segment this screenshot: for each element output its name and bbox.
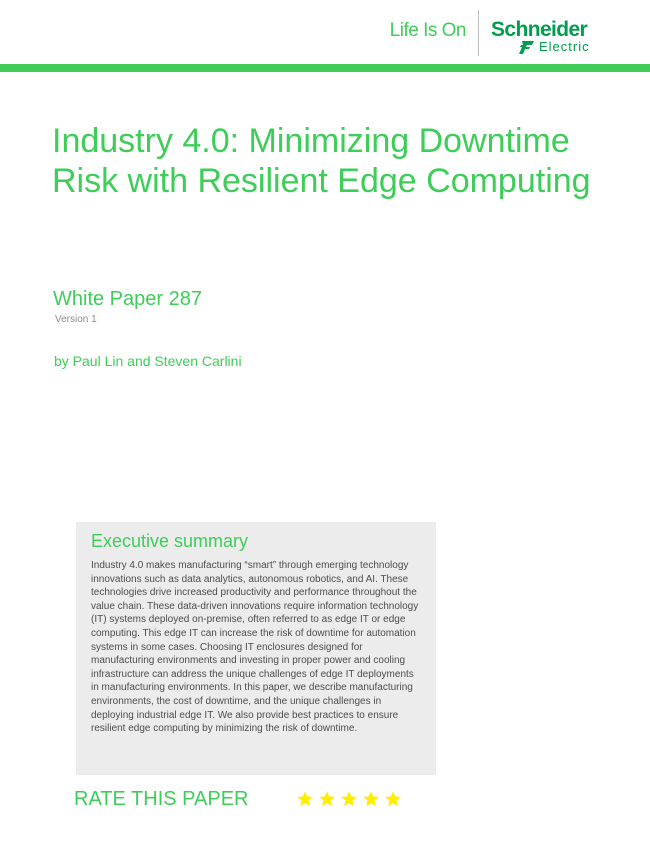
logo-brand-sub: Electric [539, 39, 590, 54]
executive-summary-heading: Executive summary [91, 531, 249, 551]
star-icon[interactable] [318, 790, 336, 808]
version-label: Version 1 [55, 314, 97, 325]
schneider-logo-mark-icon [519, 40, 536, 55]
white-paper-number: White Paper 287 [53, 288, 202, 310]
rate-this-paper-link[interactable] [74, 786, 404, 814]
rate-this-paper-label[interactable]: RATE THIS PAPER [74, 788, 249, 810]
star-icon[interactable] [340, 790, 358, 808]
tagline: Life Is On [389, 20, 466, 41]
logo-brand-name: Schneider [491, 18, 588, 41]
executive-summary-box [76, 522, 436, 775]
schneider-electric-logo [489, 18, 609, 58]
executive-summary-text: Industry 4.0 makes manufacturing “smart” through emerging technology innovations such as data analytics, autonomous robotics, and AI. These technologies drive increased productivity and performance throughout the value chain. These data-driven innovations require information technology (IT) systems deployed on-premise, often referred to as edge IT or edge computing. This edge IT can increase the risk of downtime for automation systems in some cases. Choosing IT enclosures designed for manufacturing environments and investing in proper power and cooling infrastructure can address the unique challenges of edge IT deployments in manufacturing environments. In this paper, we describe manufacturing environments, the cost of downtime, and the unique challenges in deploying industrial edge IT. We also provide best practices to ensure resilient edge computing by minimizing the risk of downtime. [91, 560, 419, 735]
page-title: Industry 4.0: Minimizing Downtime Risk with Resilient Edge Computing [52, 122, 591, 200]
authors-line: by Paul Lin and Steven Carlini [54, 353, 242, 369]
star-icon[interactable] [296, 790, 314, 808]
header-divider [478, 10, 479, 56]
rating-stars[interactable] [296, 790, 406, 810]
star-icon[interactable] [384, 790, 402, 808]
star-icon[interactable] [362, 790, 380, 808]
page-header [0, 0, 650, 64]
header-green-bar [0, 64, 650, 72]
